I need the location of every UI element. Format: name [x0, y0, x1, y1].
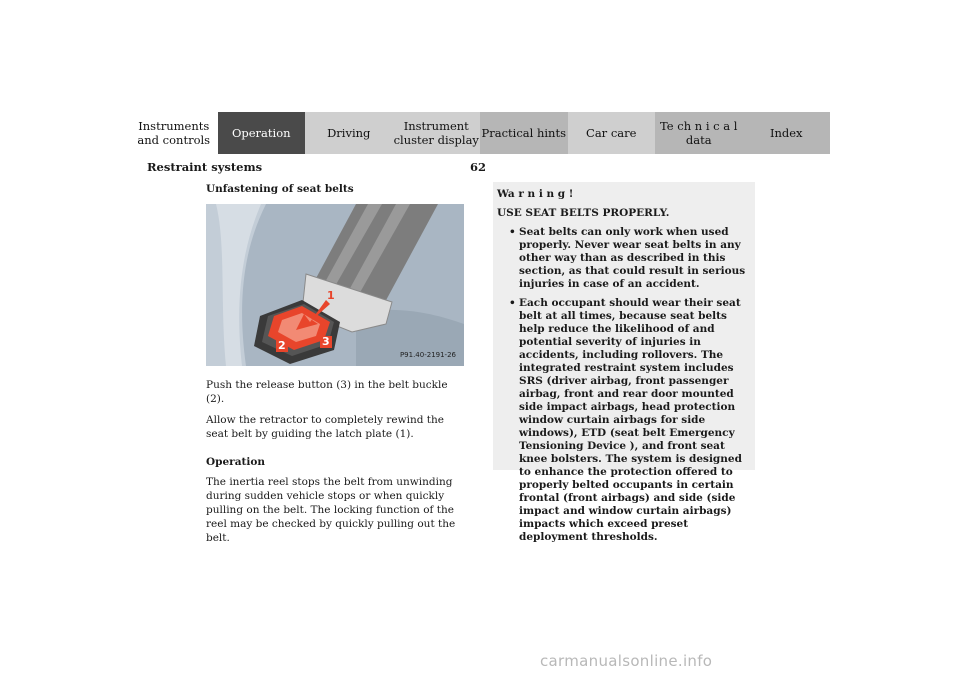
left-column [206, 182, 468, 552]
section-title: Restraint systems [147, 160, 263, 174]
tab-instruments-and-controls[interactable]: Instruments and controls [130, 112, 218, 154]
warning-list [497, 226, 749, 544]
callout-1: 1 [327, 289, 335, 302]
warning-title: Wa r n i n g ! [497, 188, 574, 200]
warning-line: USE SEAT BELTS PROPERLY. [497, 207, 670, 219]
section-tabs [130, 112, 830, 154]
instruction-retractor: Allow the retractor to completely rewind the seat belt by guiding the latch plate (1). [206, 414, 444, 440]
operation-description: The inertia reel stops the belt from unwinding during sudden vehicle stops or when quickly pulling on the belt. The locking function of the reel may be checked by quickly pulling out the belt. [206, 476, 456, 544]
figure-code: P91.40-2191-26 [399, 351, 456, 359]
warning-bullet: • Seat belts can only work when used properly. Never wear seat belts in any other way than as described in this section, as that could result in serious injuries in case of an accident. [519, 226, 749, 291]
tab-practical-hints[interactable]: Practical hints [480, 112, 568, 154]
warning-bullet: • Each occupant should wear their seat belt at all times, because seat belts help reduce the likelihood of and potential severity of injuries in accidents, including rollovers. The integrated restraint system includes SRS (driver airbag, front passenger airbag, front and rear door mounted side impact airbags, head protection window curtain airbags for side windows), ETD (seat belt Emergency Tensioning Device ), and front seat knee bolsters. The system is designed to enhance the protection offered to properly belted occupants in certain frontal (front airbags) and side (side impact and window curtain airbags) impacts which exceed preset deployment thresholds. [519, 297, 749, 544]
tab-operation[interactable]: Operation [218, 112, 306, 154]
seat-belt-buckle-illustration [206, 204, 464, 366]
buckle-drawing [206, 204, 464, 366]
warning-box [493, 182, 755, 543]
heading-operation: Operation [206, 456, 265, 468]
tab-car-care[interactable]: Car care [568, 112, 656, 154]
tab-instrument-cluster-display[interactable]: Instrument cluster display [393, 112, 481, 154]
tab-driving[interactable]: Driving [305, 112, 393, 154]
page-number: 62 [470, 160, 487, 174]
tab-index[interactable]: Index [743, 112, 831, 154]
heading-unfastening: Unfastening of seat belts [206, 183, 354, 195]
callout-3: 3 [322, 335, 330, 348]
tab-te-ch-n-i-c-a-l-data[interactable]: Te ch n i c a l data [655, 112, 743, 154]
callout-2: 2 [278, 339, 286, 352]
watermark: carmanualsonline.info [540, 652, 713, 670]
instruction-release-button: Push the release button (3) in the belt buckle (2). [206, 379, 448, 405]
